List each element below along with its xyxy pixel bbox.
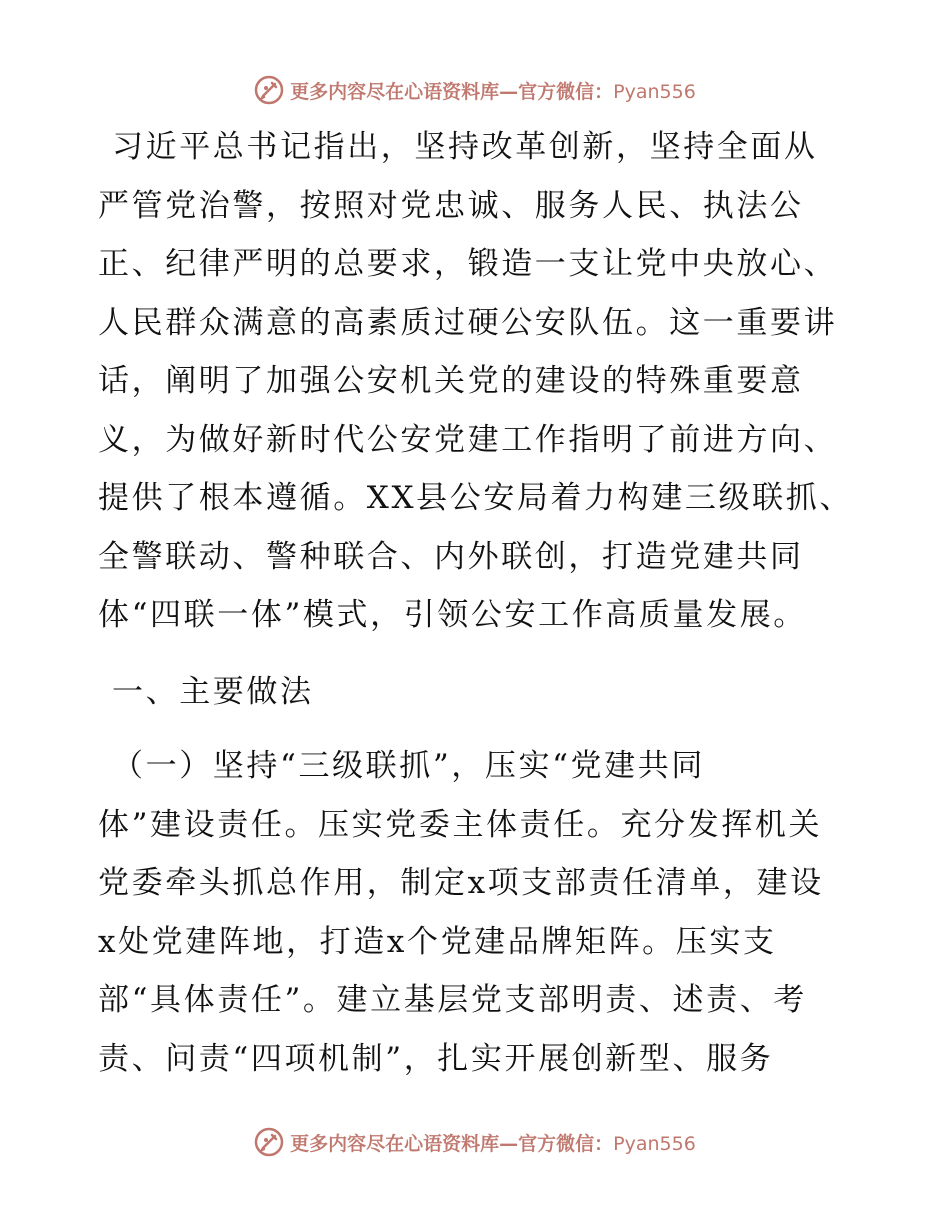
section-heading: 一、主要做法: [112, 673, 314, 710]
quill-seal-icon: [254, 1127, 284, 1157]
paragraph-line: 全警联动、警种联合、内外联创，打造党建共同: [98, 538, 804, 575]
paragraph-line: 体“四联一体”模式，引领公安工作高质量发展。: [98, 597, 807, 633]
paragraph-line: 义，为做好新时代公安党建工作指明了前进方向、: [98, 421, 838, 458]
paragraph-line: 提供了根本遵循。XX县公安局着力构建三级联抓、: [98, 480, 853, 516]
quill-seal-icon: [254, 75, 284, 105]
paragraph-line: 党委牵头抓总作用，制定x项支部责任清单，建设: [98, 865, 824, 901]
paragraph-line: x处党建阵地，打造x个党建品牌矩阵。压实支: [98, 923, 777, 960]
watermark-text: 更多内容尽在心语资料库—官方微信：: [290, 80, 614, 103]
watermark-text: 更多内容尽在心语资料库—官方微信：: [290, 1132, 614, 1155]
paragraph-line: 严管党治警，按照对党忠诚、服务人民、执法公: [98, 187, 804, 224]
paragraph-line: 习近平总书记指出，坚持改革创新，坚持全面从: [112, 129, 818, 165]
watermark-wechat-id: Pyan556: [613, 80, 696, 103]
paragraph-line: 部“具体责任”。建立基层党支部明责、述责、考: [98, 982, 807, 1018]
watermark-wechat-id: Pyan556: [613, 1132, 696, 1155]
paragraph-line: 正、纪律严明的总要求，锻造一支让党中央放心、: [98, 246, 838, 282]
paragraph-line: （一）坚持“三级联抓”，压实“党建共同: [112, 748, 705, 784]
document-body: [98, 118, 858, 1088]
header-watermark: [0, 70, 950, 110]
paragraph-line: 话，阐明了加强公安机关党的建设的特殊重要意: [98, 363, 804, 399]
paragraph-line: 责、问责“四项机制”，扎实开展创新型、服务: [98, 1040, 774, 1077]
paragraph-line: 体”建设责任。压实党委主体责任。充分发挥机关: [98, 806, 823, 843]
footer-watermark: [0, 1122, 950, 1162]
paragraph-line: 人民群众满意的高素质过硬公安队伍。这一重要讲: [98, 304, 838, 341]
